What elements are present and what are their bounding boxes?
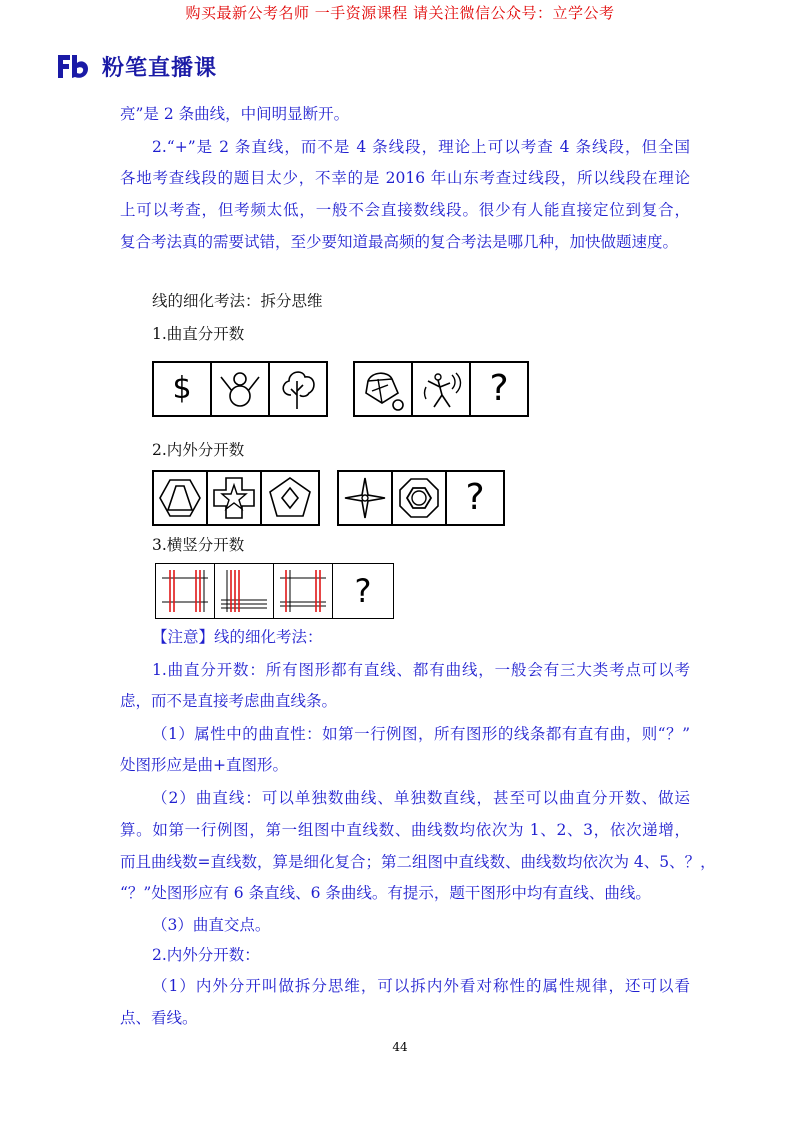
paragraph-line: “？”处图形应有 6 条直线、6 条曲线。有提示，题干图形中均有直线、曲线。 (120, 884, 651, 902)
figure-group-inner-outer-2 (337, 470, 505, 526)
figure-lines-2 (215, 564, 274, 618)
cross-star-icon (210, 474, 258, 522)
promo-banner: 购买最新公考名师 一手资源课程 请关注微信公众号：立学公考 (185, 4, 615, 22)
figure-group-inner-outer-1 (152, 470, 320, 526)
figure-cross-star (208, 472, 262, 524)
figure-group-curve-straight-1 (152, 361, 328, 417)
page-number: 44 (392, 1040, 408, 1054)
paragraph-line: 处图形应是曲+直图形。 (120, 756, 288, 774)
paragraph-line: 虑，而不是直接考虑曲直线条。 (120, 692, 338, 710)
pentagon-diamond-icon (266, 474, 314, 522)
dancer-icon (416, 365, 466, 413)
paragraph-line: 各地考查线段的题目太少，不幸的是 2016 年山东考查过线段，所以线段在理论 (120, 169, 690, 187)
question-mark: ? (489, 368, 509, 409)
subsection-title: 2.内外分开数 (152, 441, 245, 459)
figure-question (447, 472, 503, 524)
brand-name: 粉笔直播课 (102, 55, 218, 81)
brand-header (56, 50, 217, 82)
paragraph-line: 上可以考查，但考频太低，一般不会直接数线段。很少有人能直接定位到复合， (120, 201, 690, 219)
subsection-title: 3.横竖分开数 (152, 536, 245, 554)
figure-lines-3 (274, 564, 333, 618)
figure-question (333, 564, 393, 618)
tree-icon (273, 365, 323, 413)
paragraph-line: 2.内外分开数： (152, 946, 260, 964)
figure-question (471, 363, 527, 415)
figure-dollar (154, 363, 212, 415)
paragraph-line: （3）曲直交点。 (152, 916, 271, 934)
paragraph-line: 而且曲线数=直线数，算是细化复合；第二组图中直线数、曲线数均依次为 4、5、？， (120, 853, 716, 871)
grid-lines-icon (217, 566, 271, 616)
question-mark: ? (354, 572, 372, 610)
grid-lines-icon (158, 566, 212, 616)
figure-polygon-shape (355, 363, 413, 415)
paragraph-line: （1）属性中的曲直性：如第一行例图，所有图形的线条都有直有曲，则“？” (152, 725, 690, 743)
paragraph-line: 算。如第一行例图，第一组图中直线数、曲线数均依次为 1、2、3，依次递增， (120, 821, 690, 839)
note-title: 【注意】线的细化考法： (152, 628, 323, 646)
snowman-icon (215, 365, 265, 413)
figure-octagon-hexagon (393, 472, 447, 524)
figure-compass-star (339, 472, 393, 524)
paragraph-line: 亮”是 2 条曲线，中间明显断开。 (120, 105, 350, 123)
section-title: 线的细化考法：拆分思维 (152, 292, 323, 310)
paragraph-line: 点、看线。 (120, 1009, 198, 1027)
dollar-glyph: $ (172, 371, 192, 406)
question-mark: ? (465, 477, 485, 518)
figure-group-horizontal-vertical (155, 563, 394, 619)
paragraph-line: （1）内外分开叫做拆分思维，可以拆内外看对称性的属性规律，还可以看 (152, 977, 690, 995)
paragraph-line: 2.“+”是 2 条直线，而不是 4 条线段，理论上可以考查 4 条线段，但全国 (152, 138, 690, 156)
fenbi-logo-icon (56, 52, 92, 80)
paragraph-line: 1.曲直分开数：所有图形都有直线、都有曲线，一般会有三大类考点可以考 (152, 661, 690, 679)
paragraph-line: 复合考法真的需要试错，至少要知道最高频的复合考法是哪几种，加快做题速度。 (120, 233, 679, 251)
figure-snowman (212, 363, 270, 415)
figure-hexagon-triangle (154, 472, 208, 524)
compass-star-icon (341, 474, 389, 522)
octagon-hexagon-icon (395, 474, 443, 522)
grid-lines-icon (276, 566, 330, 616)
paragraph-line: （2）曲直线：可以单独数曲线、单独数直线，甚至可以曲直分开数、做运 (152, 789, 690, 807)
polygon-curve-icon (358, 365, 408, 413)
subsection-title: 1.曲直分开数 (152, 325, 245, 343)
figure-tree (270, 363, 326, 415)
figure-figure-man (413, 363, 471, 415)
figure-group-curve-straight-2 (353, 361, 529, 417)
figure-lines-1 (156, 564, 215, 618)
figure-pentagon-diamond (262, 472, 318, 524)
hexagon-triangle-icon (156, 474, 204, 522)
